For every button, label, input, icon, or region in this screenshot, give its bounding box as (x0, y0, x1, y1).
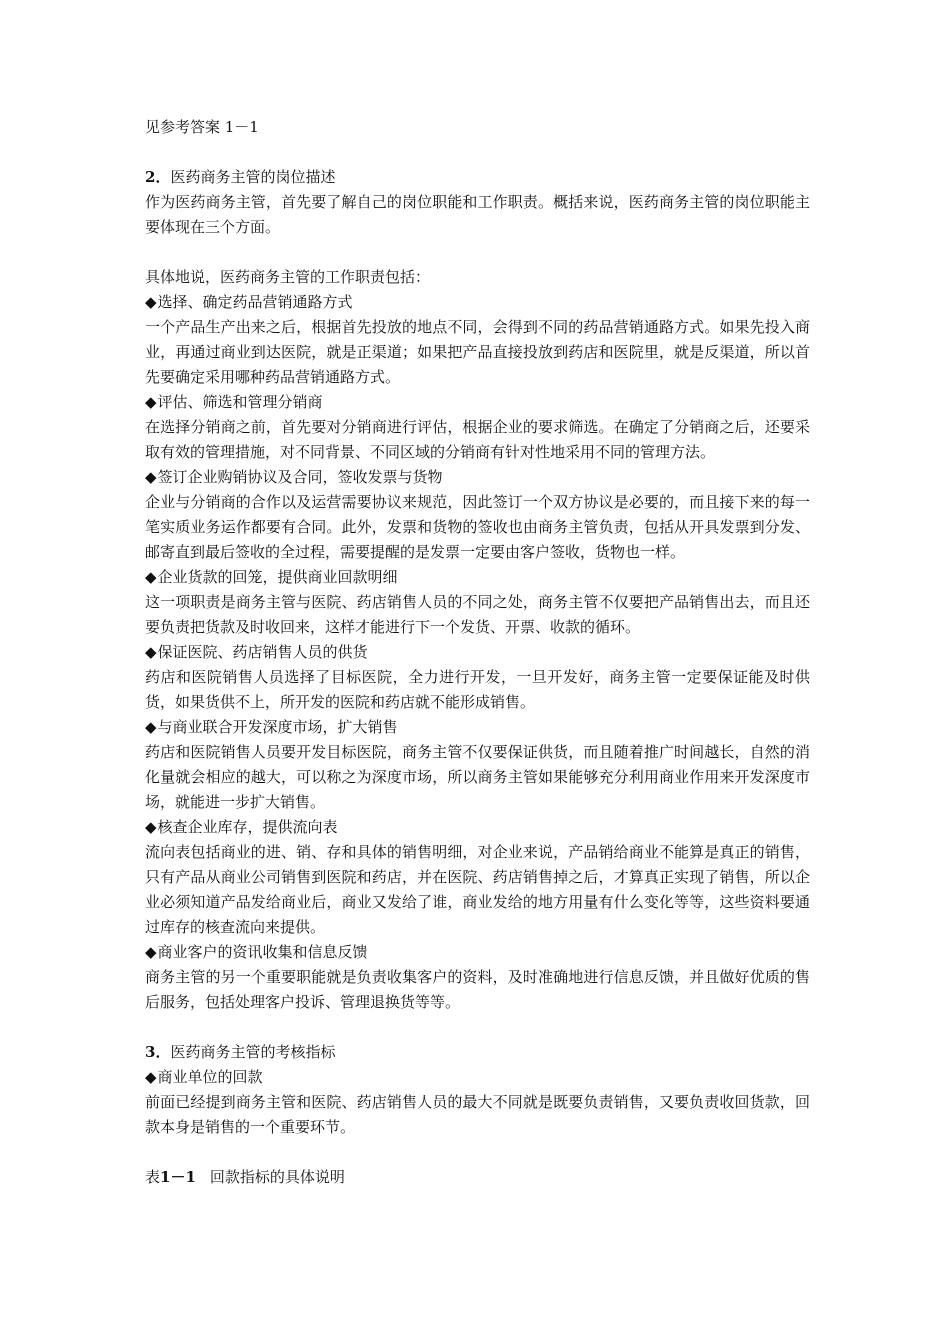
bullet-title: 企业货款的回笼，提供商业回款明细 (157, 568, 398, 586)
bullet-heading (145, 390, 810, 415)
bullet-title: 评估、筛选和管理分销商 (157, 393, 323, 411)
diamond-bullet-icon: ◆ (145, 293, 157, 311)
bullet-heading (145, 640, 810, 665)
diamond-bullet-icon: ◆ (145, 568, 157, 586)
bullet-title: 商业客户的资讯收集和信息反馈 (157, 943, 368, 961)
bullet-title: 选择、确定药品营销通路方式 (157, 293, 353, 311)
spacer (145, 1140, 810, 1165)
caption-prefix: 表 (145, 1168, 161, 1186)
bullet-body: 这一项职责是商务主管与医院、药店销售人员的不同之处，商务主管不仅要把产品销售出去，而且还要负责把货款及时收回来，这样才能进行下一个发货、开票、收款的循环。 (145, 593, 810, 636)
bullet-heading (145, 290, 810, 315)
bullet-body: 一个产品生产出来之后，根据首先投放的地点不同，会得到不同的药品营销通路方式。如果先投入商业，再通过商业到达医院，就是正渠道；如果把产品直接投放到药店和医院里，就是反渠道，所以首先要确定采用哪种药品营销通路方式。 (145, 318, 810, 386)
diamond-bullet-icon: ◆ (145, 393, 157, 411)
section-2-heading: 2．医药商务主管的岗位描述 (145, 168, 336, 186)
bullet-title: 与商业联合开发深度市场，扩大销售 (157, 718, 398, 736)
diamond-bullet-icon: ◆ (145, 468, 157, 486)
diamond-bullet-icon: ◆ (145, 718, 157, 736)
section-3-heading: 3．医药商务主管的考核指标 (145, 1043, 336, 1061)
bullet-body: 药店和医院销售人员要开发目标医院，商务主管不仅要保证供货，而且随着推广时间越长，自然的消化量就会相应的越大，可以称之为深度市场，所以商务主管如果能够充分利用商业作用来开发深度市场，就能进一步扩大销售。 (145, 743, 810, 811)
bullet-body: 药店和医院销售人员选择了目标医院，全力进行开发，一旦开发好，商务主管一定要保证能及时供货，如果货供不上，所开发的医院和药店就不能形成销售。 (145, 668, 810, 711)
bullet-heading (145, 715, 810, 740)
section-number: 2 (145, 168, 156, 186)
caption-number: 1－1 (160, 1168, 196, 1186)
diamond-bullet-icon: ◆ (145, 1068, 157, 1086)
bullet-body: 前面已经提到商务主管和医院、药店销售人员的最大不同就是既要负责销售，又要负责收回货款，回款本身是销售的一个重要环节。 (145, 1093, 810, 1136)
section-2-intro: 作为医药商务主管，首先要了解自己的岗位职能和工作职责。概括来说，医药商务主管的岗位职能主要体现在三个方面。 (145, 193, 810, 236)
spacer (145, 240, 810, 265)
bullet-heading (145, 565, 810, 590)
spacer (145, 1015, 810, 1040)
caption-title: 回款指标的具体说明 (209, 1168, 345, 1186)
bullet-heading (145, 465, 810, 490)
bullet-heading (145, 815, 810, 840)
bullet-title: 保证医院、药店销售人员的供货 (157, 643, 368, 661)
bullet-heading (145, 940, 810, 965)
bullet-body: 流向表包括商业的进、销、存和具体的销售明细，对企业来说，产品销给商业不能算是真正的销售，只有产品从商业公司销售到医院和药店，并在医院、药店销售掉之后，才算真正实现了销售，所以企业必须知道产品发给商业后，商业又发给了谁，商业发给的地方用量有什么变化等等，这些资料要通过库存的核查流向来提供。 (145, 843, 810, 936)
section-number: 3 (145, 1043, 156, 1061)
diamond-bullet-icon: ◆ (145, 943, 157, 961)
document-page (145, 115, 810, 1190)
bullet-title: 签订企业购销协议及合同，签收发票与货物 (157, 468, 443, 486)
bullet-title: 核查企业库存，提供流向表 (157, 818, 338, 836)
section-title: 医药商务主管的岗位描述 (170, 168, 336, 186)
diamond-bullet-icon: ◆ (145, 643, 157, 661)
bullet-title: 商业单位的回款 (157, 1068, 263, 1086)
reference-answer-note: 见参考答案 1－1 (145, 118, 259, 136)
section-title: 医药商务主管的考核指标 (170, 1043, 336, 1061)
spacer (145, 140, 810, 165)
duties-list (145, 290, 810, 1015)
duties-lead: 具体地说，医药商务主管的工作职责包括： (145, 268, 431, 286)
bullet-body: 商务主管的另一个重要职能就是负责收集客户的资料，及时准确地进行信息反馈，并且做好优质的售后服务，包括处理客户投诉、管理退换货等等。 (145, 968, 810, 1011)
bullet-body: 在选择分销商之前，首先要对分销商进行评估，根据企业的要求筛选。在确定了分销商之后，还要采取有效的管理措施，对不同背景、不同区域的分销商有针对性地采用不同的管理方法。 (145, 418, 810, 461)
bullet-body: 企业与分销商的合作以及运营需要协议来规范，因此签订一个双方协议是必要的，而且接下来的每一笔实质业务运作都要有合同。此外，发票和货物的签收也由商务主管负责，包括从开具发票到分发、邮寄直到最后签收的全过程，需要提醒的是发票一定要由客户签收，货物也一样。 (145, 493, 810, 561)
table-caption (145, 1165, 810, 1190)
diamond-bullet-icon: ◆ (145, 818, 157, 836)
bullet-heading (145, 1065, 810, 1090)
